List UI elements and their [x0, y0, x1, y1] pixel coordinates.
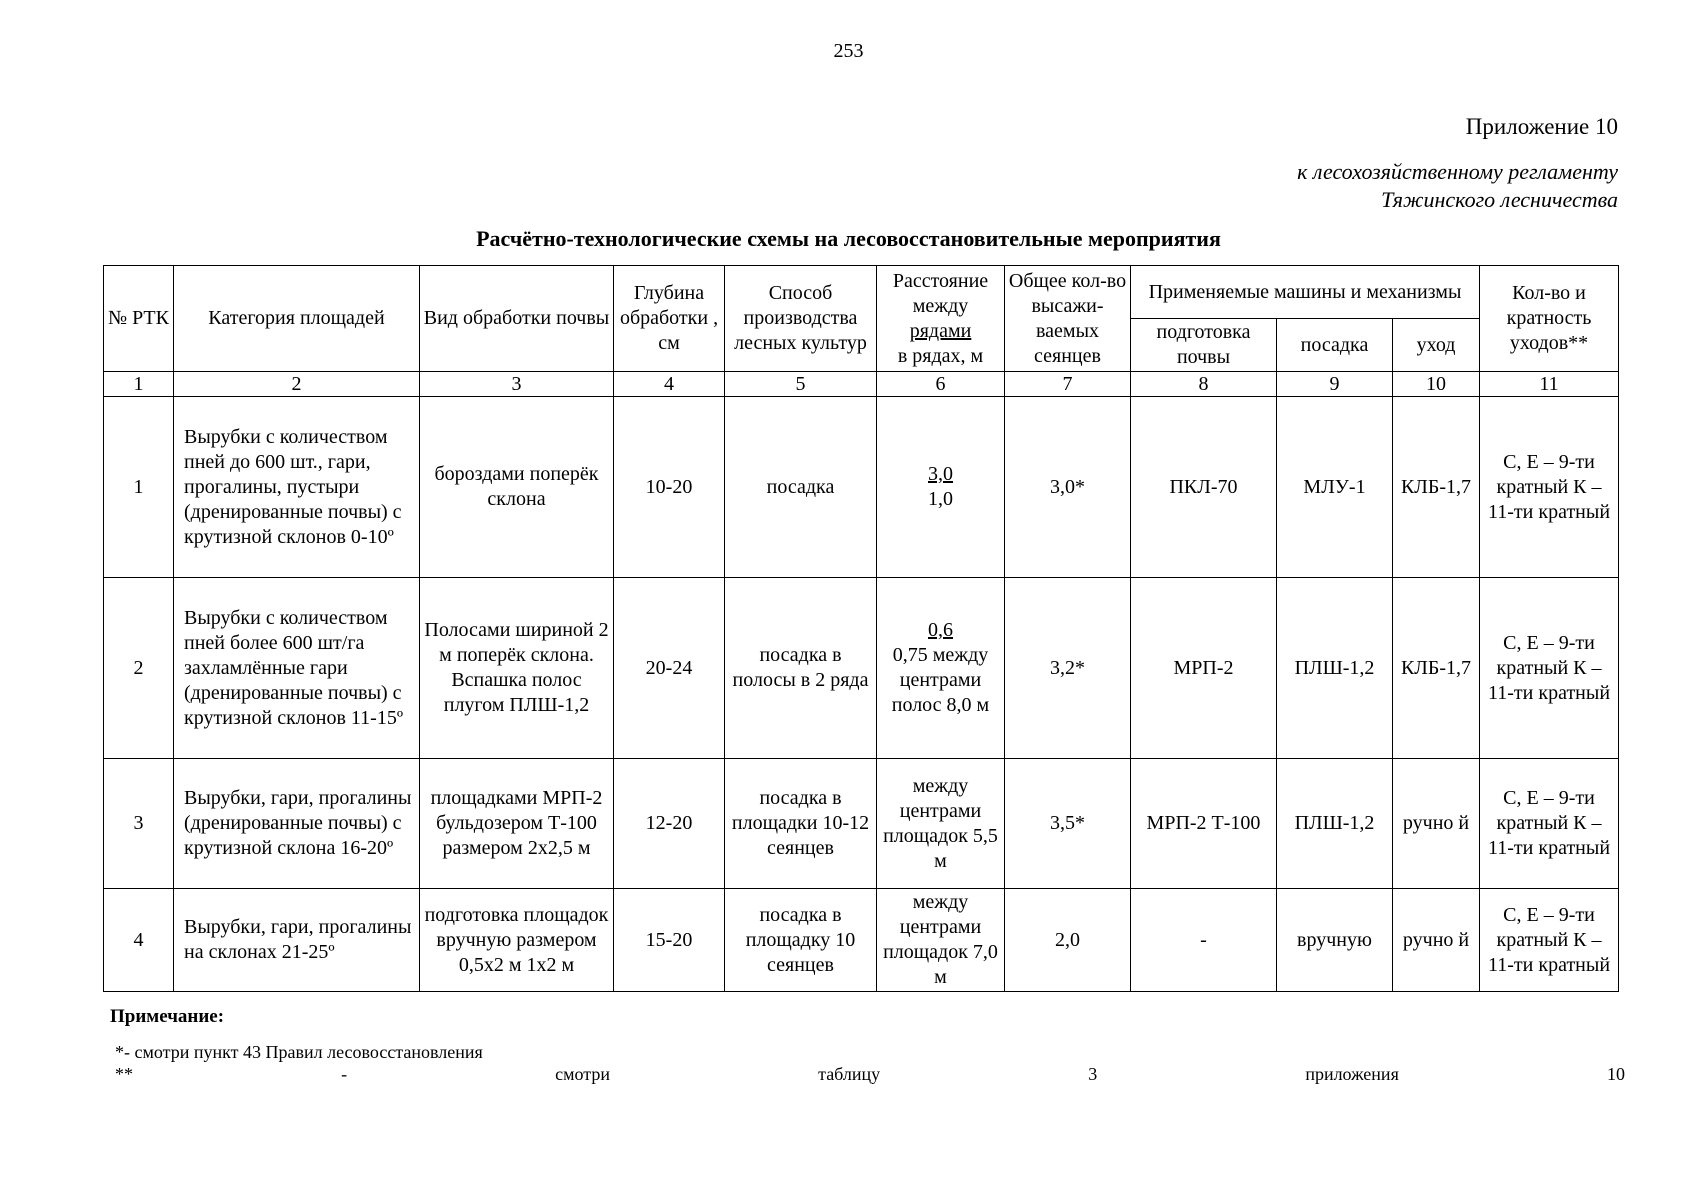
- col-number: 6: [877, 372, 1005, 397]
- cell-prep: МРП-2: [1131, 578, 1277, 759]
- cell-treatment: бороздами поперёк склона: [420, 397, 614, 578]
- cell-distance: между центрами площадок 5,5 м: [877, 759, 1005, 889]
- col-number: 7: [1005, 372, 1131, 397]
- cell-planting: ПЛШ-1,2: [1277, 759, 1393, 889]
- cell-care-count: С, Е – 9-ти кратный К – 11-ти кратный: [1480, 759, 1619, 889]
- column-number-row: [104, 372, 1619, 397]
- header-row: [104, 266, 1619, 319]
- cell-distance: [877, 397, 1005, 578]
- cell-total: 3,2*: [1005, 578, 1131, 759]
- cell-method: посадка в площадки 10-12 сеянцев: [725, 759, 877, 889]
- cell-treatment: Полосами шириной 2 м поперёк склона. Вспашка полос плугом ПЛШ-1,2: [420, 578, 614, 759]
- cell-planting: вручную: [1277, 889, 1393, 992]
- cell-care: ручно й: [1393, 759, 1480, 889]
- appendix-line-1: к лесохозяйственному регламенту: [1297, 159, 1618, 184]
- cell-planting: МЛУ-1: [1277, 397, 1393, 578]
- table-row: [104, 578, 1619, 759]
- cell-category: Вырубки, гари, прогалины (дренированные почвы) с крутизной склона 16-20º: [174, 759, 420, 889]
- cell-total: 3,5*: [1005, 759, 1131, 889]
- note-part: смотри: [555, 1064, 611, 1084]
- note-part: 10: [1606, 1064, 1625, 1084]
- cell-care: КЛБ-1,7: [1393, 578, 1480, 759]
- appendix-subtitle: [1297, 158, 1618, 214]
- page-number: 253: [833, 40, 864, 62]
- header-care: уход: [1393, 319, 1480, 372]
- cell-distance-rest: 1,0: [928, 488, 953, 510]
- cell-category: Вырубки с количеством пней до 600 шт., гари, прогалины, пустыри (дренированные почвы) с крутизной склонов 0-10º: [174, 397, 420, 578]
- cell-category: Вырубки, гари, прогалины на склонах 21-25º: [174, 889, 420, 992]
- col-number: 8: [1131, 372, 1277, 397]
- cell-care: ручно й: [1393, 889, 1480, 992]
- col-number: 4: [614, 372, 725, 397]
- cell-distance: между центрами площадок 7,0 м: [877, 889, 1005, 992]
- col-number: 5: [725, 372, 877, 397]
- cell-depth: 10-20: [614, 397, 725, 578]
- header-total: Общее кол-во высажи-ваемых сеянцев: [1005, 266, 1131, 372]
- cell-care: КЛБ-1,7: [1393, 397, 1480, 578]
- note-part: таблицу: [818, 1064, 881, 1084]
- note-line-1: *- смотри пункт 43 Правил лесовосстановления: [115, 1042, 483, 1062]
- note-part: **: [115, 1064, 133, 1084]
- cell-distance-top: 0,6: [928, 619, 953, 641]
- cell-prep: МРП-2 Т-100: [1131, 759, 1277, 889]
- cell-total: 2,0: [1005, 889, 1131, 992]
- col-number: 9: [1277, 372, 1393, 397]
- cell-rtk: 4: [104, 889, 174, 992]
- col-number: 3: [420, 372, 614, 397]
- note-heading: Примечание:: [110, 1006, 225, 1027]
- col-number: 1: [104, 372, 174, 397]
- cell-total: 3,0*: [1005, 397, 1131, 578]
- header-treatment: Вид обработки почвы: [420, 266, 614, 372]
- header-rtk: № РТК: [104, 266, 174, 372]
- header-prep: подготовка почвы: [1131, 319, 1277, 372]
- header-planting: посадка: [1277, 319, 1393, 372]
- cell-distance-rest: 0,75 между центрами полос 8,0 м: [891, 644, 990, 716]
- header-category: Категория площадей: [174, 266, 420, 372]
- document-title: Расчётно-технологические схемы на лесовосстановительные мероприятия: [476, 226, 1221, 251]
- header-method: Способ производства лесных культур: [725, 266, 877, 372]
- cell-distance: [877, 578, 1005, 759]
- cell-prep: ПКЛ-70: [1131, 397, 1277, 578]
- table-row: [104, 759, 1619, 889]
- cell-care-count: С, Е – 9-ти кратный К – 11-ти кратный: [1480, 397, 1619, 578]
- note-part: 3: [1088, 1064, 1098, 1084]
- header-machines: Применяемые машины и механизмы: [1131, 266, 1480, 319]
- cell-care-count: С, Е – 9-ти кратный К – 11-ти кратный: [1480, 578, 1619, 759]
- header-distance-bottom: в рядах, м: [897, 344, 984, 367]
- cell-treatment: подготовка площадок вручную размером 0,5х2 м 1х2 м: [420, 889, 614, 992]
- cell-rtk: 2: [104, 578, 174, 759]
- appendix-title: Приложение 10: [1465, 114, 1618, 139]
- header-distance-rows: рядами: [909, 319, 972, 342]
- cell-planting: ПЛШ-1,2: [1277, 578, 1393, 759]
- appendix-line-2: Тяжинского лесничества: [1381, 187, 1618, 212]
- table-row: [104, 889, 1619, 992]
- cell-depth: 15-20: [614, 889, 725, 992]
- col-number: 2: [174, 372, 420, 397]
- header-distance-top: Расстояние между: [892, 269, 989, 317]
- cell-method: посадка в площадку 10 сеянцев: [725, 889, 877, 992]
- cell-distance-top: 3,0: [928, 463, 953, 485]
- cell-method: посадка в полосы в 2 ряда: [725, 578, 877, 759]
- col-number: 10: [1393, 372, 1480, 397]
- note-part: -: [341, 1064, 348, 1084]
- header-depth: Глубина обработки , см: [614, 266, 725, 372]
- cell-rtk: 1: [104, 397, 174, 578]
- cell-category: Вырубки с количеством пней более 600 шт/га захламлённые гари (дренированные почвы) с крутизной склонов 11-15º: [174, 578, 420, 759]
- cell-treatment: площадками МРП-2 бульдозером Т-100 размером 2х2,5 м: [420, 759, 614, 889]
- cell-care-count: С, Е – 9-ти кратный К – 11-ти кратный: [1480, 889, 1619, 992]
- cell-depth: 20-24: [614, 578, 725, 759]
- table-row: [104, 397, 1619, 578]
- note-part: приложения: [1305, 1064, 1399, 1084]
- cell-method: посадка: [725, 397, 877, 578]
- col-number: 11: [1480, 372, 1619, 397]
- header-care-count: Кол-во и кратность уходов**: [1480, 266, 1619, 372]
- cell-prep: -: [1131, 889, 1277, 992]
- cell-rtk: 3: [104, 759, 174, 889]
- cell-depth: 12-20: [614, 759, 725, 889]
- schemes-table: [103, 265, 1619, 992]
- note-line-2: [115, 1064, 1625, 1085]
- header-distance: [877, 266, 1005, 372]
